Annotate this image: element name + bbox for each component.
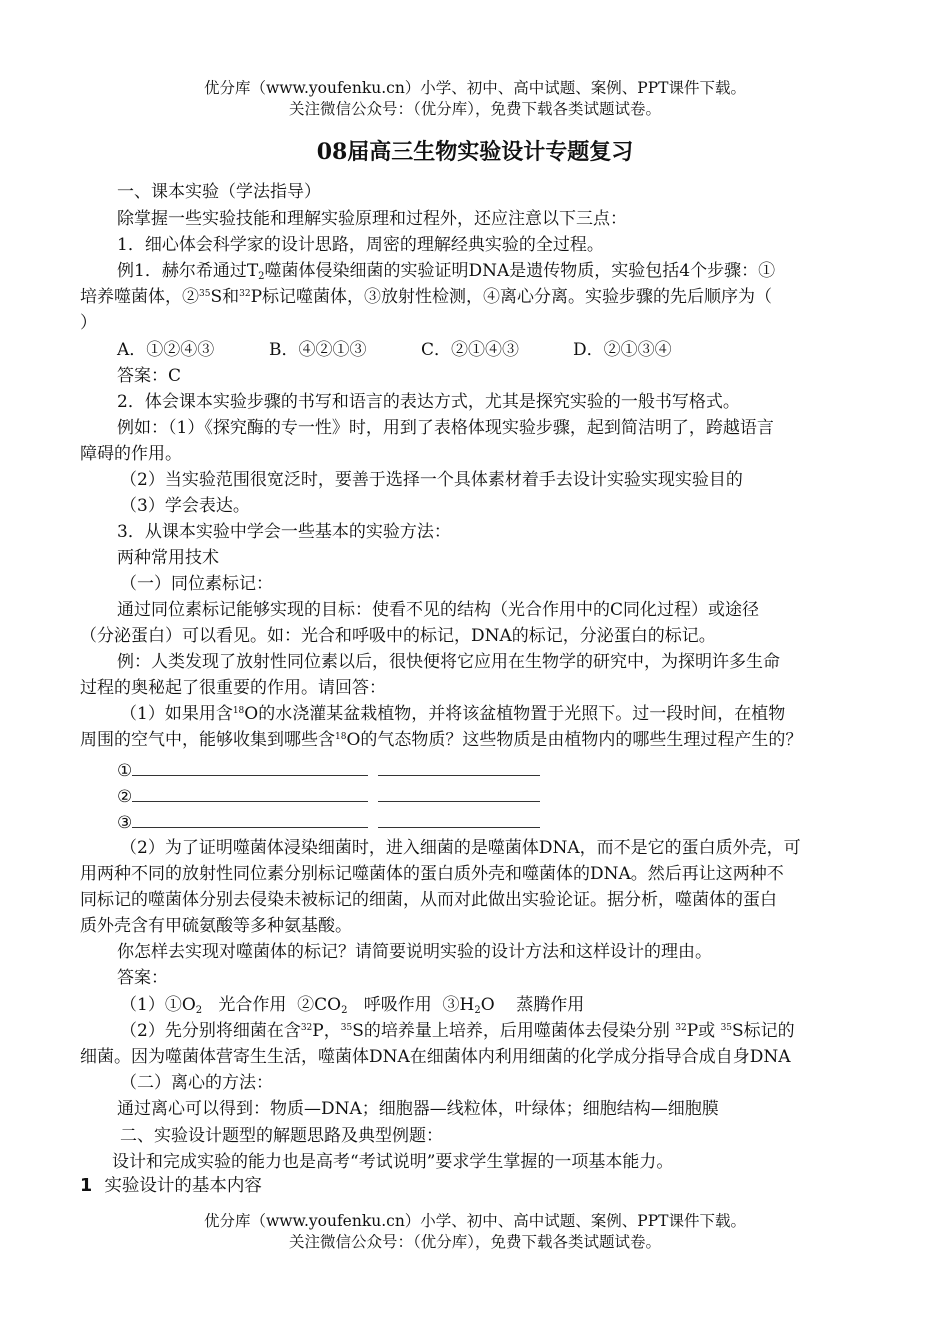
answer-blank-1[interactable]: ① — [117, 758, 877, 783]
example-2-line-1: 例：人类发现了放射性同位素以后，很快便将它应用在生物学的研究中，为探明许多生命 — [117, 652, 780, 672]
question-2-line-3: 同标记的噬菌体分别去侵染未被标记的细菌，从而对此做出实验论证。据分析，噬菌体的蛋白 — [80, 890, 777, 910]
point-2: 2．体会课本实验步骤的书写和语言的表达方式，尤其是探究实验的一般书写格式。 — [117, 392, 740, 412]
point-2-example-line-1: 例如：（1）《探究酶的专一性》时，用到了表格体现实验步骤，起到简洁明了，跨越语言 — [117, 418, 774, 438]
question-2-ask: 你怎样去实现对噬菌体的标记？请简要说明实验的设计方法和这样设计的理由。 — [117, 942, 712, 962]
answer-blank-2[interactable]: ② — [117, 784, 877, 809]
example-1-line-3: ） — [80, 313, 97, 333]
part1-heading: 一、课本实验（学法指导） — [117, 182, 321, 202]
point-3: 3．从课本实验中学会一些基本的实验方法： — [117, 522, 451, 542]
answer-part-2-line-2: 细菌。因为噬菌体营寄生生活，噬菌体DNA在细菌体内利用细菌的化学成分指导合成自身DNA — [80, 1047, 791, 1067]
option-a: A．①②④③ — [117, 340, 215, 360]
option-c: C．②①④③ — [421, 340, 520, 360]
technique-1-line-2: （分泌蛋白）可以看见。如：光合和呼吸中的标记，DNA的标记，分泌蛋白的标记。 — [80, 626, 716, 646]
question-2-line-2: 用两种不同的放射性同位素分别标记噬菌体的蛋白质外壳和噬菌体的DNA。然后再让这两种不 — [80, 864, 784, 884]
section-1-heading: 1 实验设计的基本内容 — [80, 1176, 262, 1196]
document-title: 08届高三生物实验设计专题复习 — [316, 139, 634, 165]
example-1-line-2: 培养噬菌体，②$^{35}$S和$^{32}$P标记噬菌体，③放射性检测，④离心分离。实验步骤的先后顺序为（ — [80, 287, 772, 307]
example-2-line-2: 过程的奥秘起了很重要的作用。请回答： — [80, 678, 386, 698]
point-2-example-line-2: 障碍的作用。 — [80, 444, 182, 464]
answer-1: 答案：C — [117, 366, 182, 386]
question-1-line-2: 周围的空气中，能够收集到哪些含$^{18}$O的气态物质？这些物质是由植物内的哪些生理过程产生的？ — [80, 730, 803, 750]
technique-1-heading: （一）同位素标记： — [120, 574, 273, 594]
footer-line-2: 关注微信公众号：（优分库），免费下载各类试题试卷。 — [288, 1233, 661, 1251]
footer-line-1: 优分库（www.youfenku.cn）小学、初中、高中试题、案例、PPT课件下载。 — [203, 1212, 747, 1230]
part2-heading: 二、实验设计题型的解题思路及典型例题： — [120, 1126, 443, 1146]
question-2-line-4: 质外壳含有甲硫氨酸等多种氨基酸。 — [80, 916, 352, 936]
header-line-2: 关注微信公众号：（优分库），免费下载各类试题试卷。 — [288, 100, 661, 118]
part2-intro: 设计和完成实验的能力也是高考“考试说明”要求学生掌握的一项基本能力。 — [112, 1152, 674, 1172]
header-line-1: 优分库（www.youfenku.cn）小学、初中、高中试题、案例、PPT课件下载。 — [203, 79, 747, 97]
option-b: B．④②①③ — [269, 340, 367, 360]
point-1: 1．细心体会科学家的设计思路，周密的理解经典实验的全过程。 — [117, 235, 604, 255]
answer-blank-3[interactable]: ③ — [117, 810, 877, 835]
point-2-sub-2: （2）当实验范围很宽泛时，要善于选择一个具体素材着手去设计实验实现实验目的 — [120, 470, 743, 490]
option-d: D．②①③④ — [573, 340, 672, 360]
answer-label: 答案： — [117, 968, 168, 988]
point-2-sub-3: （3）学会表达。 — [120, 496, 250, 516]
question-1-line-1: （1）如果用含$^{18}$O的水浇灌某盆栽植物，并将该盆植物置于光照下。过一段时间，在植物 — [120, 704, 786, 724]
answer-part-2-line-1: （2）先分别将细菌在含$^{32}$P，$^{35}$S的培养量上培养，后用噬菌体去侵染分别 $^{32}$P或 $^{35}$S标记的 — [120, 1021, 795, 1041]
part1-intro: 除掌握一些实验技能和理解实验原理和过程外，还应注意以下三点： — [117, 209, 627, 229]
two-techniques: 两种常用技术 — [117, 548, 219, 568]
technique-2-text: 通过离心可以得到：物质—DNA；细胞器—线粒体，叶绿体；细胞结构—细胞膜 — [117, 1099, 719, 1119]
question-2-line-1: （2）为了证明噬菌体浸染细菌时，进入细菌的是噬菌体DNA，而不是它的蛋白质外壳，可 — [120, 838, 801, 858]
technique-2-heading: （二）离心的方法： — [120, 1073, 273, 1093]
example-1-line-1: 例1．赫尔希通过$T_2$噬菌体侵染细菌的实验证明DNA是遗传物质，实验包括4个步骤：① — [117, 261, 776, 282]
technique-1-line-1: 通过同位素标记能够实现的目标：使看不见的结构（光合作用中的C同化过程）或途径 — [117, 600, 760, 620]
answer-part-1: $(1)①O_2$ 光合作用 $②CO_2$ 呼吸作用 $③H_2O$ 蒸腾作用 — [120, 995, 585, 1016]
